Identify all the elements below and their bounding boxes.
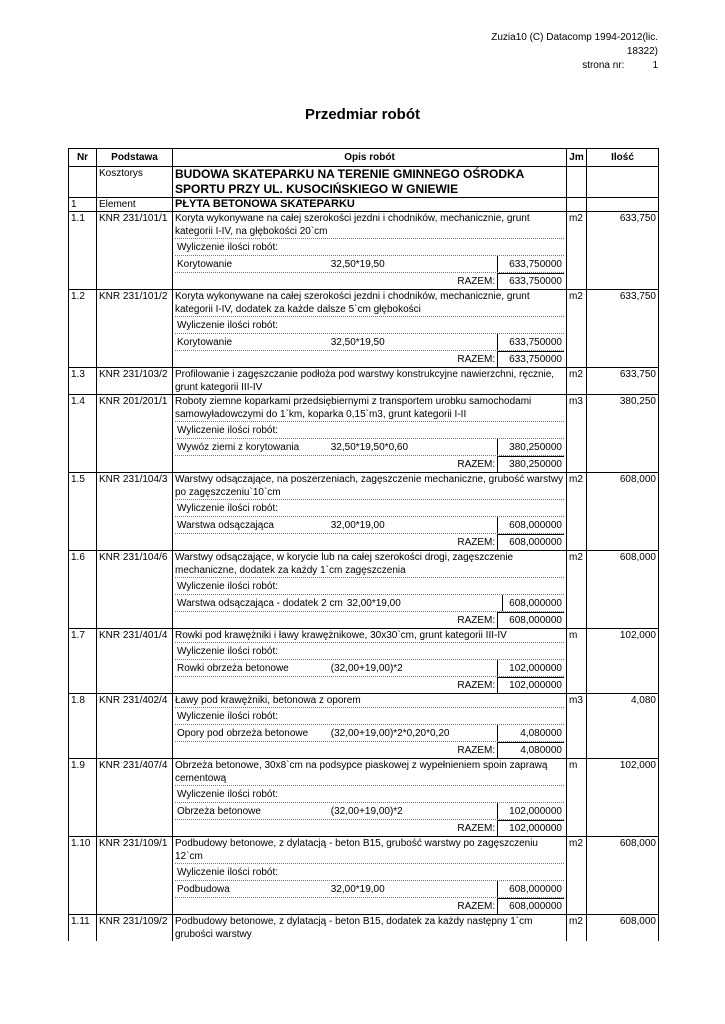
calc-value: 608,000000	[502, 595, 564, 611]
calc-heading: Wyliczenie ilości robót:	[175, 238, 564, 255]
position-description: Roboty ziemne koparkami przedsiębiernymi z transportem urobku samochodami samowyładowczymi do 1`km, koparka 0,15`m3, grunt kategorii I-II	[173, 395, 567, 422]
position-basis: KNR 231/109/1	[97, 837, 173, 915]
col-header-podstawa: Podstawa	[97, 149, 173, 167]
calc-line	[175, 659, 564, 676]
project-row	[69, 167, 659, 198]
position-row	[69, 395, 659, 422]
position-basis: KNR 201/201/1	[97, 395, 173, 473]
position-quantity: 608,000	[587, 551, 659, 629]
project-basis: Kosztorys	[97, 167, 173, 198]
position-unit: m2	[567, 212, 587, 290]
razem-label: RAZEM:	[457, 536, 496, 548]
position-description: Podbudowy betonowe, z dylatacją - beton B15, grubość warstwy po zagęszczeniu 12`cm	[173, 837, 567, 864]
position-row	[69, 915, 659, 942]
calc-formula: 32,00*19,00	[346, 597, 401, 609]
position-quantity: 608,000	[587, 473, 659, 551]
calc-formula: 32,50*19,50*0,60	[330, 441, 409, 453]
position-row	[69, 368, 659, 395]
position-nr: 1.4	[69, 395, 97, 473]
calc-label: Opory pod obrzeża betonowe	[177, 727, 309, 739]
position-basis: KNR 231/104/3	[97, 473, 173, 551]
calc-value: 633,750000	[497, 256, 564, 272]
position-nr: 1.2	[69, 290, 97, 368]
position-row	[69, 290, 659, 317]
program-info: Zuzia10 (C) Datacomp 1994-2012(lic.	[491, 32, 658, 43]
calc-heading: Wyliczenie ilości robót:	[175, 863, 564, 880]
position-row	[69, 629, 659, 643]
position-row	[69, 212, 659, 239]
page-title: Przedmiar robót	[304, 106, 421, 123]
project-name: BUDOWA SKATEPARKU NA TERENIE GMINNEGO OŚRODKA SPORTU PRZY UL. KUSOCIŃSKIEGO W GNIEWIE	[173, 167, 567, 198]
calc-total	[175, 611, 564, 628]
position-description: Koryta wykonywane na całej szerokości jezdni i chodników, mechanicznie, grunt kategorii I-IV, na głębokości 20`cm	[173, 212, 567, 239]
calc-value: 4,080000	[497, 725, 564, 741]
calc-label: Korytowanie	[177, 258, 233, 270]
calc-total	[175, 897, 564, 914]
calc-formula: 32,00*19,00	[330, 883, 385, 895]
razem-label: RAZEM:	[457, 458, 496, 470]
calc-label: Warstwa odsączająca - dodatek 2 cm	[177, 597, 343, 609]
position-unit: m2	[567, 368, 587, 395]
license-info: 18322)	[626, 46, 658, 57]
calc-heading: Wyliczenie ilości robót:	[175, 421, 564, 438]
position-quantity: 4,080	[587, 694, 659, 759]
position-nr: 1.8	[69, 694, 97, 759]
calc-total	[175, 741, 564, 758]
razem-value: 380,250000	[497, 456, 564, 472]
calc-formula: 32,50*19,50	[330, 336, 385, 348]
position-nr: 1.10	[69, 837, 97, 915]
calc-heading: Wyliczenie ilości robót:	[175, 499, 564, 516]
position-basis: KNR 231/103/2	[97, 368, 173, 395]
col-header-jm: Jm	[567, 149, 587, 167]
position-row	[69, 759, 659, 786]
calc-line	[175, 880, 564, 897]
position-basis: KNR 231/401/4	[97, 629, 173, 694]
position-unit: m2	[567, 473, 587, 551]
position-description: Obrzeża betonowe, 30x8`cm na podsypce piaskowej z wypełnieniem spoin zaprawą cementową	[173, 759, 567, 786]
element-nr: 1	[69, 198, 97, 212]
calc-label: Podbudowa	[177, 883, 230, 895]
position-quantity: 633,750	[587, 290, 659, 368]
position-quantity: 608,000	[587, 915, 659, 942]
calc-heading: Wyliczenie ilości robót:	[175, 707, 564, 724]
project-nr	[69, 167, 97, 198]
calc-line	[175, 438, 564, 455]
col-header-ilosc: Ilość	[587, 149, 659, 167]
position-description: Warstwy odsączające, na poszerzeniach, zagęszczenie mechaniczne, grubość warstwy po zagęszczeniu`10`cm	[173, 473, 567, 500]
calc-total	[175, 676, 564, 693]
position-basis: KNR 231/101/1	[97, 212, 173, 290]
col-header-opis: Opis robót	[173, 149, 567, 167]
element-row	[69, 198, 659, 212]
razem-value: 4,080000	[497, 742, 564, 758]
calc-formula: (32,00+19,00)*2*0,20*0,20	[330, 727, 450, 739]
calc-value: 633,750000	[497, 334, 564, 350]
position-row	[69, 473, 659, 500]
razem-value: 608,000000	[497, 534, 564, 550]
col-header-nr: Nr	[69, 149, 97, 167]
calc-heading: Wyliczenie ilości robót:	[175, 785, 564, 802]
razem-value: 633,750000	[497, 351, 564, 367]
calc-formula: (32,00+19,00)*2	[330, 805, 403, 817]
calc-line	[175, 724, 564, 741]
position-description: Warstwy odsączające, w korycie lub na całej szerokości drogi, zagęszczenie mechaniczne, dodatek za każdy 1`cm zagęszczenia	[173, 551, 567, 578]
position-unit: m	[567, 759, 587, 837]
position-row	[69, 551, 659, 578]
calc-value: 608,000000	[497, 881, 564, 897]
position-basis: KNR 231/104/6	[97, 551, 173, 629]
razem-value: 608,000000	[497, 898, 564, 914]
position-basis: KNR 231/402/4	[97, 694, 173, 759]
calc-total	[175, 533, 564, 550]
position-quantity: 102,000	[587, 629, 659, 694]
calc-line	[175, 255, 564, 272]
calc-label: Obrzeża betonowe	[177, 805, 261, 817]
position-quantity: 633,750	[587, 212, 659, 290]
position-unit: m3	[567, 395, 587, 473]
position-nr: 1.9	[69, 759, 97, 837]
calc-value: 608,000000	[497, 517, 564, 533]
calc-value: 102,000000	[497, 660, 564, 676]
calc-label: Rowki obrzeża betonowe	[177, 662, 289, 674]
calc-formula: 32,00*19,00	[330, 519, 385, 531]
calc-heading: Wyliczenie ilości robót:	[175, 642, 564, 659]
position-quantity: 633,750	[587, 368, 659, 395]
position-quantity: 380,250	[587, 395, 659, 473]
position-nr: 1.3	[69, 368, 97, 395]
position-description: Podbudowy betonowe, z dylatacją - beton B15, dodatek za każdy następny 1`cm grubości warstwy	[173, 915, 567, 942]
element-basis: Element	[97, 198, 173, 212]
calc-line	[175, 594, 564, 611]
calc-line	[175, 516, 564, 533]
position-nr: 1.7	[69, 629, 97, 694]
calc-line	[175, 333, 564, 350]
razem-label: RAZEM:	[457, 679, 496, 691]
position-unit: m2	[567, 290, 587, 368]
calc-formula: (32,00+19,00)*2	[330, 662, 403, 674]
position-quantity: 102,000	[587, 759, 659, 837]
position-description: Koryta wykonywane na całej szerokości jezdni i chodników, mechanicznie, grunt kategorii I-IV, dodatek za każde dalsze 5`cm głębokości	[173, 290, 567, 317]
bill-of-quantities-table	[68, 148, 659, 941]
calc-line	[175, 802, 564, 819]
position-basis: KNR 231/101/2	[97, 290, 173, 368]
position-nr: 1.6	[69, 551, 97, 629]
position-row	[69, 837, 659, 864]
razem-label: RAZEM:	[457, 614, 496, 626]
page-label: strona nr:	[582, 60, 625, 71]
calc-formula: 32,50*19,50	[330, 258, 385, 270]
position-nr: 1.5	[69, 473, 97, 551]
position-unit: m	[567, 629, 587, 694]
position-description: Profilowanie i zagęszczanie podłoża pod warstwy konstrukcyjne nawierzchni, ręcznie, grunt kategorii III-IV	[173, 368, 567, 395]
position-basis: KNR 231/109/2	[97, 915, 173, 942]
razem-value: 102,000000	[497, 677, 564, 693]
position-quantity: 608,000	[587, 837, 659, 915]
razem-label: RAZEM:	[457, 822, 496, 834]
position-unit: m2	[567, 551, 587, 629]
position-unit: m2	[567, 837, 587, 915]
page-number: 1	[652, 60, 658, 71]
position-unit: m3	[567, 694, 587, 759]
calc-heading: Wyliczenie ilości robót:	[175, 577, 564, 594]
calc-heading: Wyliczenie ilości robót:	[175, 316, 564, 333]
razem-label: RAZEM:	[457, 353, 496, 365]
table-header-row	[69, 149, 659, 167]
position-basis: KNR 231/407/4	[97, 759, 173, 837]
calc-label: Wywóz ziemi z korytowania	[177, 441, 300, 453]
razem-label: RAZEM:	[457, 275, 496, 287]
position-description: Ławy pod krawężniki, betonowa z oporem	[173, 694, 567, 708]
razem-label: RAZEM:	[457, 900, 496, 912]
razem-value: 633,750000	[497, 273, 564, 289]
position-description: Rowki pod krawężniki i ławy krawężnikowe, 30x30`cm, grunt kategorii III-IV	[173, 629, 567, 643]
position-row	[69, 694, 659, 708]
calc-label: Warstwa odsączająca	[177, 519, 274, 531]
razem-value: 102,000000	[497, 820, 564, 836]
calc-total	[175, 455, 564, 472]
element-name: PŁYTA BETONOWA SKATEPARKU	[173, 198, 567, 212]
calc-total	[175, 819, 564, 836]
calc-value: 380,250000	[497, 439, 564, 455]
position-unit: m2	[567, 915, 587, 942]
calc-total	[175, 350, 564, 367]
calc-total	[175, 272, 564, 289]
position-nr: 1.11	[69, 915, 97, 942]
print-header	[468, 31, 658, 73]
calc-value: 102,000000	[497, 803, 564, 819]
calc-label: Korytowanie	[177, 336, 233, 348]
razem-value: 608,000000	[497, 612, 564, 628]
page-number-line	[468, 59, 658, 73]
razem-label: RAZEM:	[457, 744, 496, 756]
position-nr: 1.1	[69, 212, 97, 290]
